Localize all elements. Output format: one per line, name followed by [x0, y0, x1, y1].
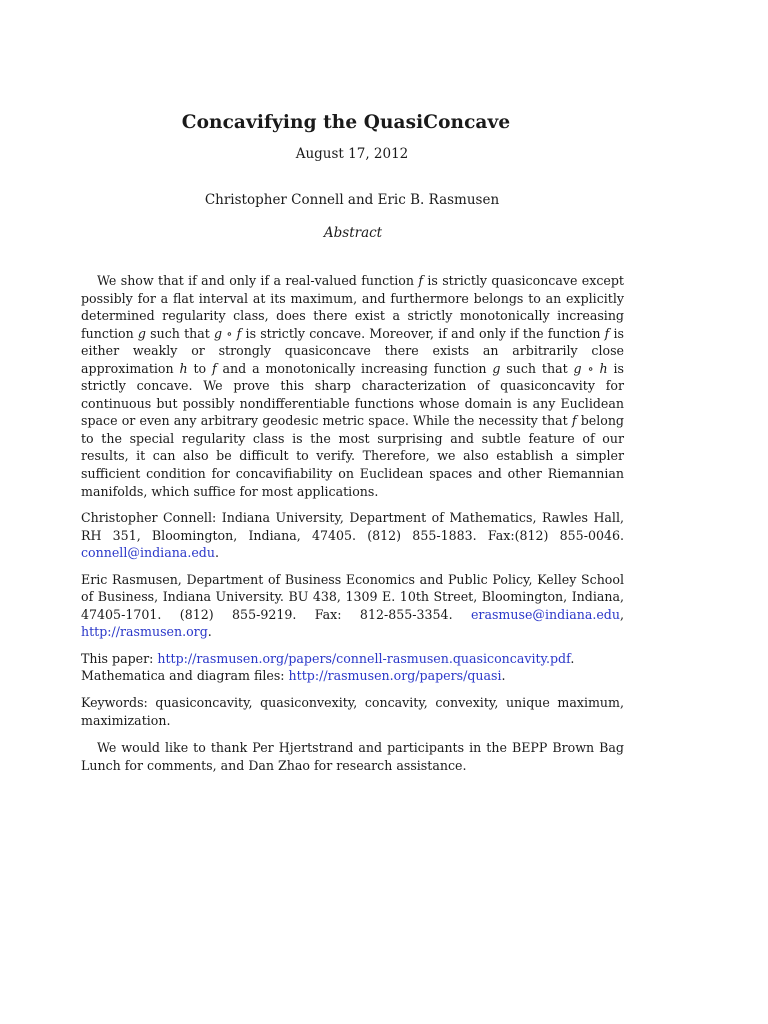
rasmusen-email-link[interactable]: erasmuse@indiana.edu [470, 606, 620, 622]
paper-pdf-link[interactable]: http://rasmusen.org/papers/connell-rasmusen.quasiconcavity.pdf [157, 650, 571, 666]
rasmusen-website-link[interactable]: http://rasmusen.org [81, 624, 208, 640]
abstract-text: such that [500, 360, 574, 376]
abstract-heading: Abstract [323, 225, 383, 241]
rasmusen-contact-text: Eric Rasmusen, Department of Business Economics and Public Policy, Kelley School of Business, Indiana University. BU 438, 1309 E. 10th Street, Bloomington, Indiana, 47405-1701. (812) 855-9219. Fax: 812-855-3354. [81, 571, 624, 622]
paper-title: Concavifying the QuasiConcave [181, 112, 511, 133]
math-symbol: g [492, 360, 501, 376]
math-symbol: g ∘ h [573, 360, 608, 376]
abstract-text: is strictly quasiconcave except possibly for a flat interval at its maximum, and furthermore belongs to an explicitly determined regularity class, does there exist a strictly monotonically increasing function [81, 273, 624, 341]
abstract-text: and a monotonically increasing function [216, 360, 493, 376]
math-symbol: f [604, 325, 610, 341]
punctuation: . [501, 668, 506, 684]
mathematica-files-link[interactable]: http://rasmusen.org/papers/quasi [288, 668, 502, 684]
punctuation: . [207, 624, 212, 640]
abstract-text: such that [145, 325, 215, 341]
math-symbol: h [179, 360, 188, 376]
abstract-text: to [187, 360, 212, 376]
abstract-text: is either weakly or strongly quasiconcave there exists an arbitrarily close approximation [81, 325, 624, 376]
math-symbol: f [211, 360, 217, 376]
keywords: Keywords: quasiconcavity, quasiconvexity, concavity, convexity, unique maximum, maximization. [81, 695, 624, 728]
rasmusen-contact [81, 571, 624, 641]
connell-email-link[interactable]: connell@indiana.edu [81, 545, 215, 561]
files-info [81, 650, 624, 685]
punctuation: . [570, 650, 575, 666]
paper-link-label: This paper: [81, 650, 158, 666]
connell-contact [81, 509, 624, 562]
punctuation: . [214, 545, 219, 561]
paper-date: August 17, 2012 [295, 146, 409, 162]
abstract-text: is strictly concave. We prove this sharp characterization of quasiconcavity for continuous but possibly nondifferentiable functions whose domain is any Euclidean space or even any arbitrary geodesic metric space. While the necessity that [81, 360, 624, 429]
punctuation: , [619, 606, 624, 622]
connell-contact-text: Christopher Connell: Indiana University, Department of Mathematics, Rawles Hall, RH 351, Bloomington, Indiana, 47405. (812) 855-1883. Fax:(812) 855-0046. [81, 510, 624, 543]
abstract-body [81, 272, 624, 774]
abstract-paragraph [81, 272, 624, 500]
abstract-text: belong to the special regularity class is the most surprising and subtle feature of our results, it can also be difficult to verify. Therefore, we also establish a simpler sufficient condition for concavifiability on Euclidean spaces and other Riemannian manifolds, which suffice for most applications. [81, 413, 624, 499]
math-symbol: g ∘ f [214, 325, 242, 341]
math-symbol: f [418, 273, 423, 288]
paper-authors: Christopher Connell and Eric B. Rasmusen [204, 192, 500, 208]
abstract-text: We show that if and only if a real-valued function [97, 273, 419, 288]
mathematica-files-label: Mathematica and diagram files: [81, 668, 289, 684]
math-symbol: g [137, 325, 146, 341]
acknowledgements: We would like to thank Per Hjertstrand and participants in the BEPP Brown Bag Lunch for comments, and Dan Zhao for research assistance. [81, 740, 624, 773]
abstract-text: is strictly concave. Moreover, if and only if the function [241, 325, 605, 341]
math-symbol: f [571, 413, 577, 429]
